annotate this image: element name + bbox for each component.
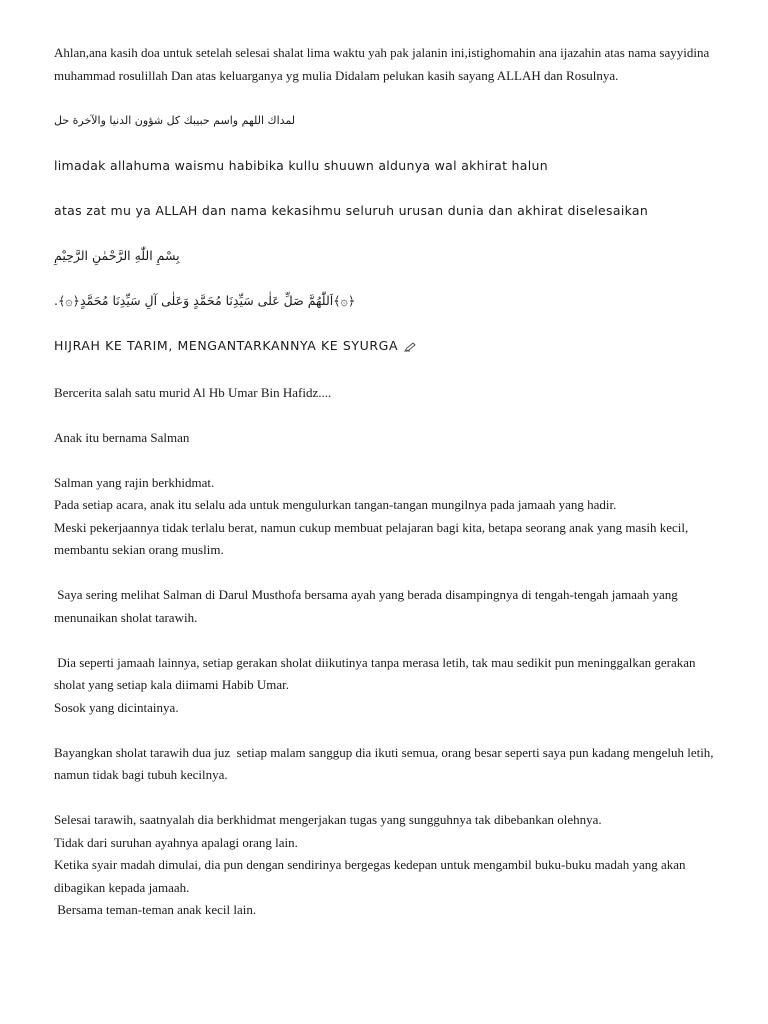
selesai-line-3: Ketika syair madah dimulai, dia pun dengan sendirinya bergegas kedepan untuk mengambil buku-buku madah yang akan dibagikan kepada jamaah. [54, 857, 686, 895]
story-intro: Bercerita salah satu murid Al Hb Umar Bin Hafidz.... [54, 384, 332, 400]
dia-paragraph: Dia seperti jamaah lainnya, setiap gerakan sholat diikutinya tanpa merasa letih, tak mau sedikit pun meninggalkan gerakan sholat yang setiap kala diimami Habib Umar. [54, 654, 699, 692]
shalawat: ﴿۞﴾اَللّٰهُمَّ صَلِّ عَلٰى سَيِّدِنَا مُحَمَّدٍ وَعَلٰى آلِ سَيِّدِنَا مُحَمَّدٍ﴿۞﴾. [54, 292, 356, 308]
doa-translation: atas zat mu ya ALLAH dan nama kekasihmu seluruh urusan dunia dan akhirat diselesaikan [54, 202, 649, 218]
story-heading [54, 335, 719, 360]
latin-doa: limadak allahuma waismu habibika kullu shuuwn aldunya wal akhirat halun [54, 157, 548, 173]
bayangkan-paragraph: Bayangkan sholat tarawih dua juz setiap malam sanggup dia ikuti semua, orang besar seperti saya pun kadang mengeluh letih, namun tidak bagi tubuh kecilnya. [54, 744, 717, 782]
selesai-line-1: Selesai tarawih, saatnyalah dia berkhidmat mengerjakan tugas yang sungguhnya tak dibebankan olehnya. [54, 812, 602, 827]
document-page [54, 42, 719, 922]
dia-line-2: Sosok yang dicintainya. [54, 699, 179, 715]
story-heading-text: HIJRAH KE TARIM, MENGANTARKANNYA KE SYURGA [54, 337, 399, 353]
salman-line-1: Salman yang rajin berkhidmat. [54, 474, 215, 490]
saya-paragraph: Saya sering melihat Salman di Darul Musthofa bersama ayah yang berada disampingnya di tengah-tengah jamaah yang menunaikan sholat tarawih. [54, 587, 682, 625]
story-name: Anak itu bernama Salman [54, 429, 190, 445]
basmalah: بِسْمِ اللّٰهِ الرَّحْمٰنِ الرَّحِيْمِ [54, 247, 180, 263]
salman-line-2: Pada setiap acara, anak itu selalu ada untuk mengulurkan tangan-tangan mungilnya pada jamaah yang hadir. [54, 497, 617, 512]
arabic-doa: لمداك اللهم واسم حبيبك كل شؤون الدنيا والآخرة حل [54, 113, 296, 127]
salman-line-3: Meski pekerjaannya tidak terlalu berat, namun cukup membuat pelajaran bagi kita, betapa seorang anak yang masih kecil, membantu sekian orang muslim. [54, 519, 689, 557]
intro-paragraph: Ahlan,ana kasih doa untuk setelah selesai shalat lima waktu yah pak jalanin ini,istighomahin ana ijazahin atas nama sayyidina muhammad rosulillah Dan atas keluarganya yg mulia Didalam pelukan kasih sayang ALLAH dan Rosulnya. [54, 45, 710, 83]
selesai-line-4: Bersama teman-teman anak kecil lain. [54, 902, 257, 917]
selesai-line-2: Tidak dari suruhan ayahnya apalagi orang lain. [54, 834, 298, 850]
pencil-icon [404, 337, 416, 360]
